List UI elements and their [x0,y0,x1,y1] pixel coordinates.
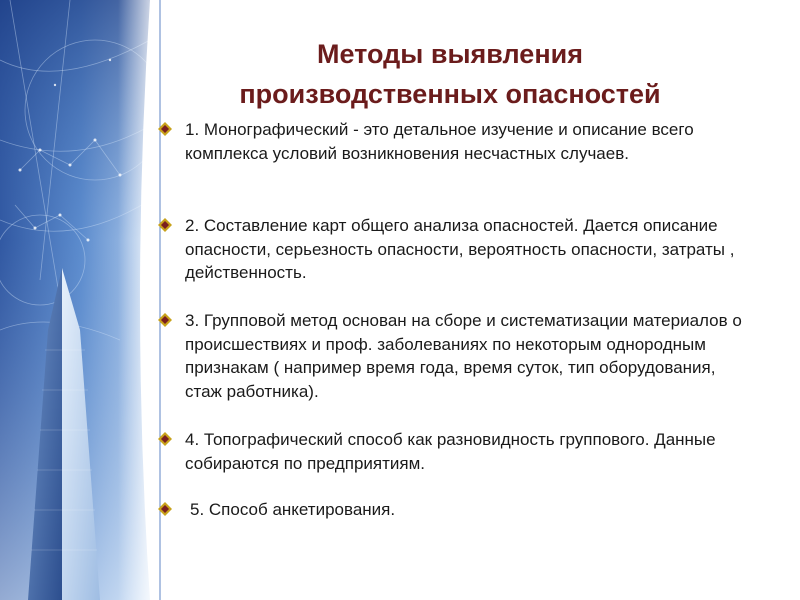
diamond-bullet-icon [158,313,172,327]
list-item-text: 4. Топографический способ как разновидность группового. Данные собираются по предприятиям. [185,430,716,473]
list-item-text: 1. Монографический - это детальное изучение и описание всего комплекса условий возникновения несчастных случаев. [185,120,694,163]
title-line-2: производственных опасностей [239,79,661,109]
list-item-text: 3. Групповой метод основан на сборе и систематизации материалов о происшествиях и проф. заболеваниях по некоторым однородным признакам ( например время года, время суток, тип оборудования, стаж работника). [185,311,742,401]
title-line-1: Методы выявления [317,39,583,69]
diamond-bullet-icon [158,218,172,232]
list-item-text: 5. Способ анкетирования. [190,500,396,519]
decorative-skyscraper-image [0,0,162,600]
diamond-bullet-icon [158,502,172,516]
diamond-bullet-icon [158,122,172,136]
slide-title [175,34,725,114]
list-item-text: 2. Составление карт общего анализа опасностей. Дается описание опасности, серьезность опасности, вероятность опасности, затраты , действенность. [185,216,735,282]
diamond-bullet-icon [158,432,172,446]
